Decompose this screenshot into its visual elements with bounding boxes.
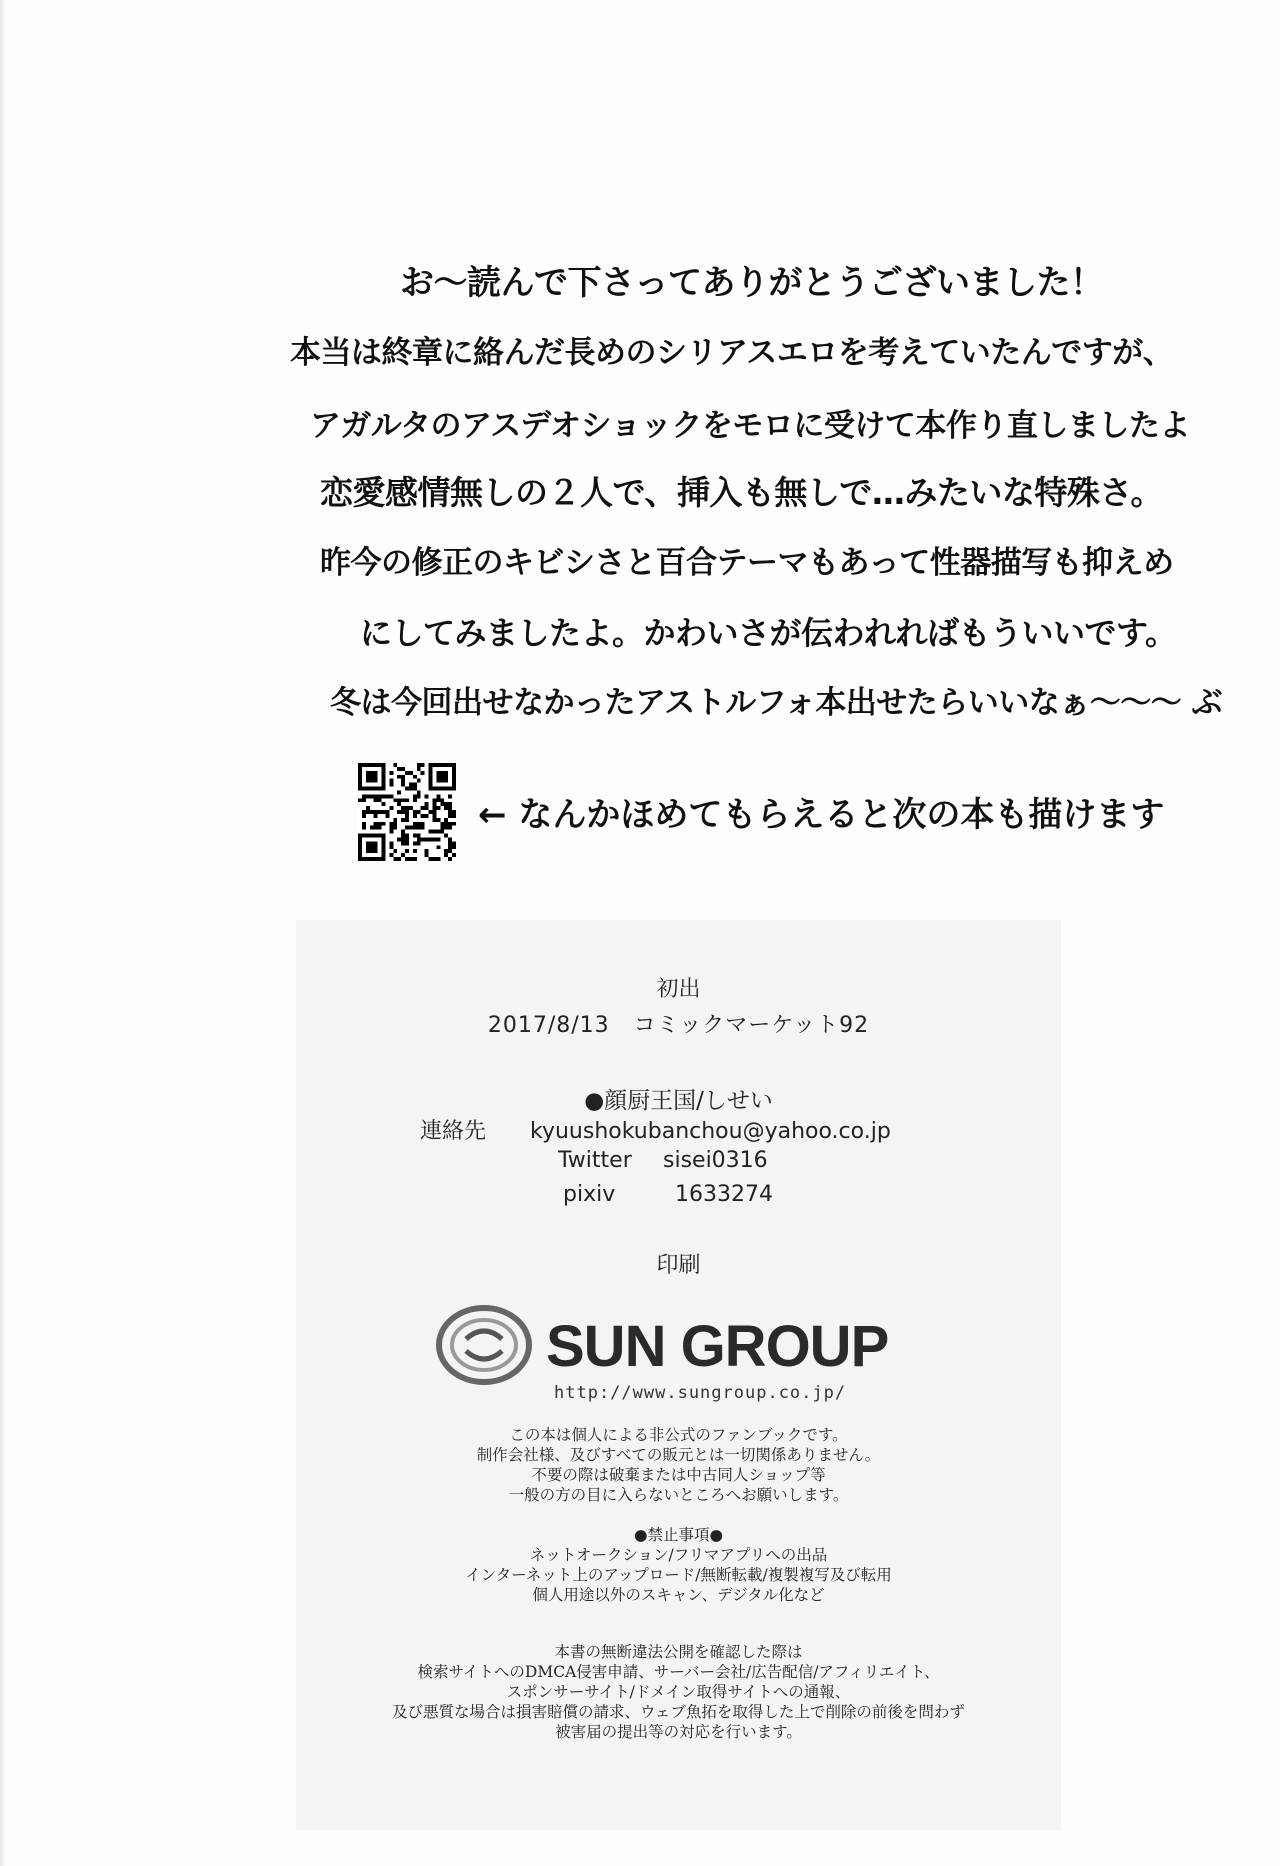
afterword-line: アガルタのアスデオショックをモロに受けて本作り直しましたよ	[310, 408, 1190, 444]
prohibited-line: ネットオークション/フリマアプリへの出品	[529, 1546, 828, 1564]
afterword-line: にしてみましたよ。かわいさが伝われればもういいです。	[360, 614, 1177, 652]
notice-line: 一般の方の目に入らないところへお願いします。	[508, 1486, 849, 1504]
twitter-row	[558, 1148, 768, 1173]
contact-row	[420, 1114, 891, 1145]
warning-line: 検索サイトへのDMCA侵害申請、サーバー会社/広告配信/アフィリエイト、	[417, 1663, 940, 1681]
notice-line: 不要の際は破棄または中古同人ショップ等	[531, 1466, 826, 1484]
twitter-label: Twitter	[558, 1148, 632, 1173]
afterword-line: 本当は終章に絡んだ長めのシリアスエロを考えていたんですが、	[290, 335, 1174, 371]
pixiv-row	[563, 1182, 773, 1207]
warning-block	[296, 1642, 1061, 1742]
afterword-line: 昨今の修正のキビシさと百合テーマもあって性器描写も抑えめ	[320, 545, 1174, 581]
contact-label: 連絡先	[420, 1119, 487, 1144]
afterword-line: 冬は今回出せなかったアストルフォ本出せたらいいなぁ〜〜〜 ぶ	[330, 685, 1222, 721]
pixiv-label: pixiv	[563, 1182, 616, 1207]
prohibited-block	[296, 1525, 1061, 1605]
page-edge-shadow	[0, 0, 6, 1866]
first-publication-date: 2017/8/13	[487, 1013, 610, 1038]
warning-line: スポンサーサイト/ドメイン取得サイトへの通報、	[506, 1683, 851, 1701]
colophon-panel	[296, 920, 1061, 1830]
printer-name: SUN GROUP	[546, 1314, 889, 1379]
circle-name: ●顔厨王国/しせい	[584, 1088, 773, 1114]
prohibited-line: 個人用途以外のスキャン、デジタル化など	[532, 1586, 825, 1604]
warning-line: 被害届の提出等の対応を行います。	[555, 1723, 802, 1741]
qr-row	[358, 763, 1165, 863]
prohibited-line: インターネット上のアップロード/無断転載/複製複写及び転用	[465, 1566, 892, 1584]
print-label: 印刷	[656, 1253, 701, 1278]
first-publication-info	[296, 1008, 1061, 1039]
notice-block	[296, 1425, 1061, 1505]
warning-line: 本書の無断違法公開を確認した際は	[554, 1643, 803, 1661]
afterword-line: お〜読んで下さってありがとうございました！	[400, 263, 1104, 303]
sun-group-logo-icon	[436, 1305, 532, 1385]
qr-code[interactable]	[358, 763, 456, 861]
afterword-line: 恋愛感情無しの２人で、挿入も無しで…みたいな特殊さ。	[320, 473, 1164, 512]
contact-email[interactable]: kyuushokubanchou@yahoo.co.jp	[530, 1119, 891, 1144]
warning-line: 及び悪質な場合は損害賠償の請求、ウェブ魚拓を取得した上で削除の前後を問わず	[392, 1703, 965, 1721]
notice-line: この本は個人による非公式のファンブックです。	[509, 1426, 848, 1444]
pixiv-id[interactable]: 1633274	[675, 1182, 773, 1207]
printer-url[interactable]: http://www.sungroup.co.jp/	[554, 1383, 847, 1403]
printer-logo	[436, 1303, 936, 1413]
prohibited-title: ●禁止事項●	[633, 1526, 724, 1544]
twitter-handle[interactable]: sisei0316	[663, 1148, 768, 1173]
first-publication-label: 初出	[656, 977, 701, 1002]
qr-note: ← なんかほめてもらえると次の本も描けます	[478, 795, 1165, 835]
first-publication-event: コミックマーケット92	[633, 1013, 870, 1038]
notice-line: 制作会社様、及びすべての販元とは一切関係ありません。	[476, 1446, 881, 1464]
